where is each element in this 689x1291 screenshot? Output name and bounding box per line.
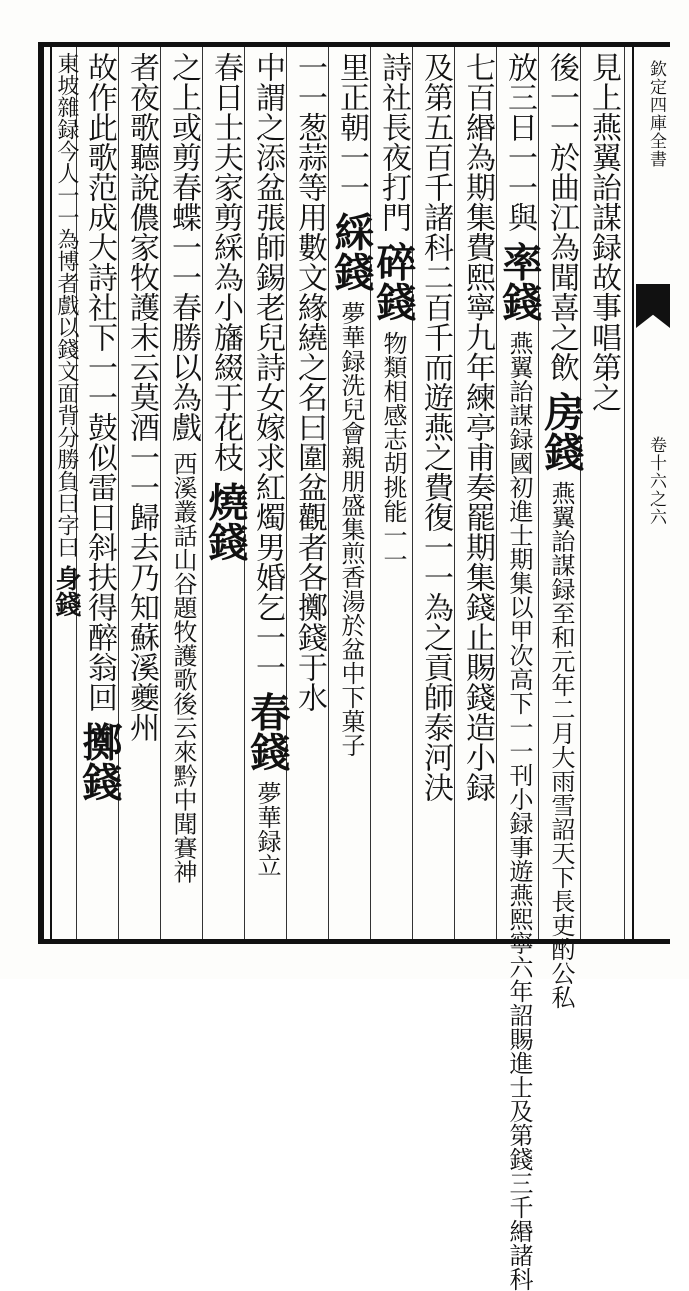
text-run: 中謂之添盆張師錫老兒詩女嫁求紅燭男婚乞一一 xyxy=(250,52,285,682)
headword: 率錢 xyxy=(496,241,543,322)
page-border-inner-line xyxy=(50,47,52,939)
headword: 身錢 xyxy=(51,565,81,617)
note: 夢華録立 xyxy=(253,781,281,878)
text-column xyxy=(456,52,498,934)
text-run: 見上燕翼詒謀録故事唱第之 xyxy=(586,52,621,412)
text-column xyxy=(202,52,249,934)
text-column xyxy=(414,52,456,934)
text-run: 及第五百千諸科二百千而遊燕之費復一一為之貢師泰河決 xyxy=(418,52,453,802)
headword: 綵錢 xyxy=(328,211,375,292)
note: 燕翼詒謀録至和元年二月大雨雪詔天下長吏酌公私 xyxy=(547,481,575,1010)
fold-volume: 卷十六之六 xyxy=(646,436,666,526)
text-run: 里正朝一一 xyxy=(334,52,369,202)
text-column xyxy=(162,52,204,934)
text-column xyxy=(76,52,123,934)
column-rule xyxy=(624,47,625,939)
text-column xyxy=(51,52,81,934)
fold-title: 欽定四庫全書 xyxy=(646,60,666,168)
text-column xyxy=(582,52,624,934)
text-column xyxy=(120,52,162,934)
text-run: 詩社長夜打門 xyxy=(376,52,411,232)
text-run: 春日士夫家剪綵為小旛綴于花枝 xyxy=(208,52,243,472)
headword: 房錢 xyxy=(538,391,585,472)
text-run: 一一葱蒜等用數文緣繞之名曰圍盆觀者各擲錢于水 xyxy=(292,52,327,712)
note: 夢華録洗兒會親朋盛集煎香湯於盆中下菓子 xyxy=(337,301,365,758)
text-run: 東坡雜録今人一一為博者戲以錢文面背分勝負曰字曰 xyxy=(54,52,79,558)
note: 燕翼詒謀録國初進士期集以甲次高下一一刊小録事遊燕熙寧六年詔賜進士及第錢三千緡諸科 xyxy=(505,331,533,1291)
text-run: 放三日一一與 xyxy=(502,52,537,232)
headword: 擲錢 xyxy=(76,721,123,802)
text-run: 之上或剪春蝶一一春勝以為戲 xyxy=(166,52,201,442)
text-run: 後一一於曲江為聞喜之飲 xyxy=(544,52,579,382)
text-run: 七百緡為期集費熙寧九年練亭甫奏罷期集錢止賜錢造小録 xyxy=(460,52,495,802)
note: 西溪叢話山谷題牧護歌後云來黔中聞賽神 xyxy=(169,451,197,884)
text-run: 故作此歌范成大詩社下一一鼓似雷日斜扶得醉翁回 xyxy=(82,52,117,712)
text-column xyxy=(328,52,375,934)
text-column xyxy=(496,52,543,1291)
text-column xyxy=(244,52,291,934)
text-column xyxy=(370,52,417,934)
headword: 碎錢 xyxy=(370,241,417,322)
text-column xyxy=(538,52,585,1010)
headword: 燒錢 xyxy=(202,481,249,562)
headword: 春錢 xyxy=(244,691,291,772)
text-column xyxy=(288,52,330,934)
text-run: 者夜歌聽說儂家牧護末云莫酒一一歸去乃知蘇溪夔州 xyxy=(124,52,159,742)
note: 物類相感志胡挑能一一 xyxy=(379,331,407,572)
